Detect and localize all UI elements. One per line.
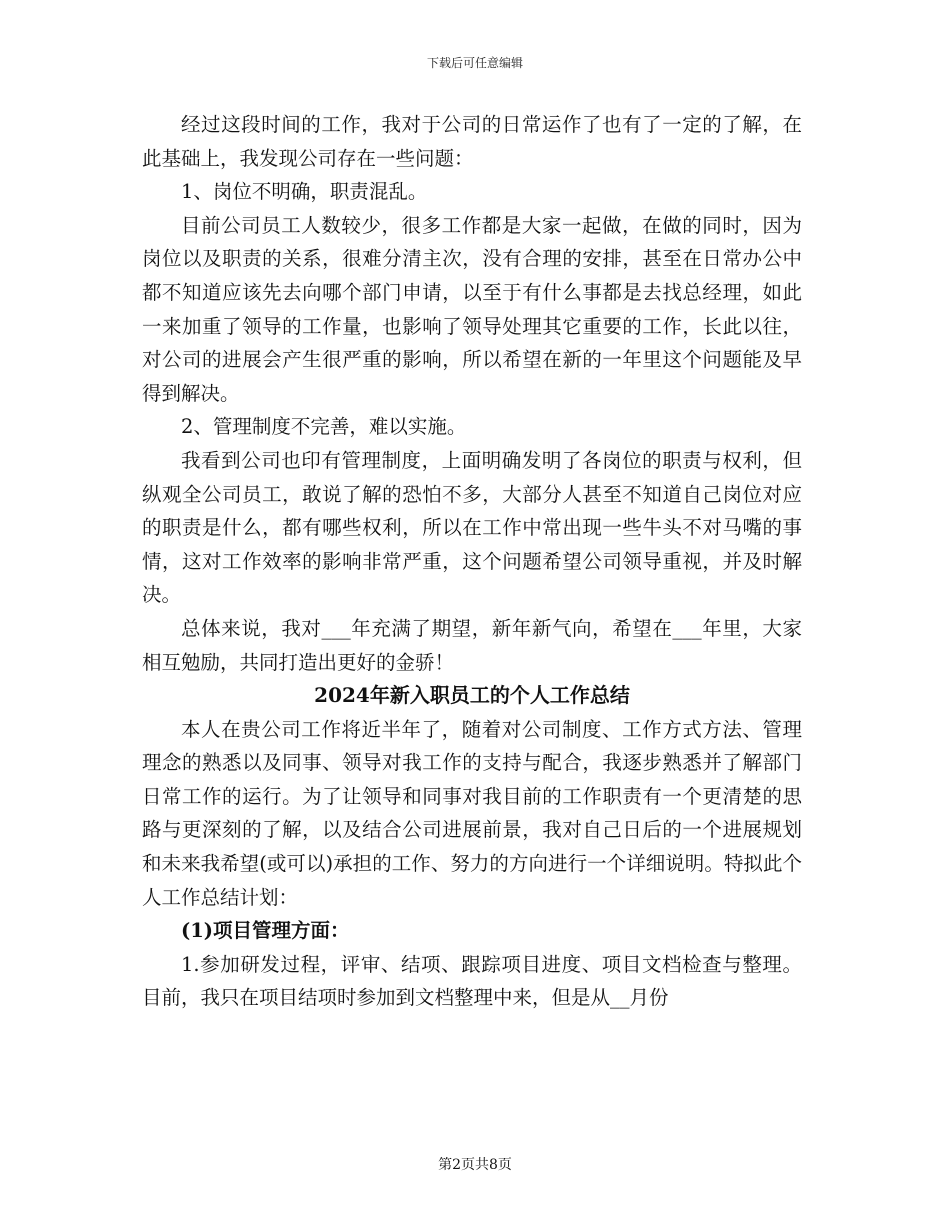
document-body [142,108,802,1015]
section-title: 2024年新入职员工的个人工作总结 [314,683,630,708]
paragraph: 1.参加研发过程，评审、结项、跟踪项目进度、项目文档检查与整理。目前，我只在项目结项时参加到文档整理中来，但是从__月份 [142,952,802,1010]
subsection-heading: (1)项目管理方面： [181,919,350,943]
paragraph: 目前公司员工人数较少，很多工作都是大家一起做，在做的同时，因为岗位以及职责的关系，很难分清主次，没有合理的安排，甚至在日常办公中都不知道应该先去向哪个部门申请，以至于有什么事都是去找总经理，如此一来加重了领导的工作量，也影响了领导处理其它重要的工作，长此以往，对公司的进展会产生很严重的影响，所以希望在新的一年里这个问题能及早得到解决。 [142,213,802,405]
page-number: 第2页共8页 [438,1157,512,1173]
paragraph: 经过这段时间的工作，我对于公司的日常运作了也有了一定的了解，在此基础上，我发现公司存在一些问题： [142,113,802,170]
list-heading-2: 2、管理制度不完善，难以实施。 [181,415,467,439]
paragraph: 本人在贵公司工作将近半年了，随着对公司制度、工作方式方法、管理理念的熟悉以及同事、领导对我工作的支持与配合，我逐步熟悉并了解部门日常工作的运行。为了让领导和同事对我目前的工作职责有一个更清楚的思路与更深刻的了解，以及结合公司进展前景，我对自己日后的一个进展规划和未来我希望(或可以)承担的工作、努力的方向进行一个详细说明。特拟此个人工作总结计划： [142,717,802,909]
paragraph: 总体来说，我对___年充满了期望，新年新气向，希望在___年里，大家相互勉励，共同打造出更好的金骄！ [142,616,802,674]
paragraph: 我看到公司也印有管理制度，上面明确发明了各岗位的职责与权利，但纵观全公司员工，敢说了解的恐怕不多，大部分人甚至不知道自己岗位对应的职责是什么，都有哪些权利，所以在工作中常出现一些牛头不对马嘴的事情，这对工作效率的影响非常严重，这个问题希望公司领导重视，并及时解决。 [142,448,802,607]
list-heading-1: 1、岗位不明确，职责混乱。 [181,180,428,204]
header-note: 下载后可任意编辑 [426,56,523,70]
